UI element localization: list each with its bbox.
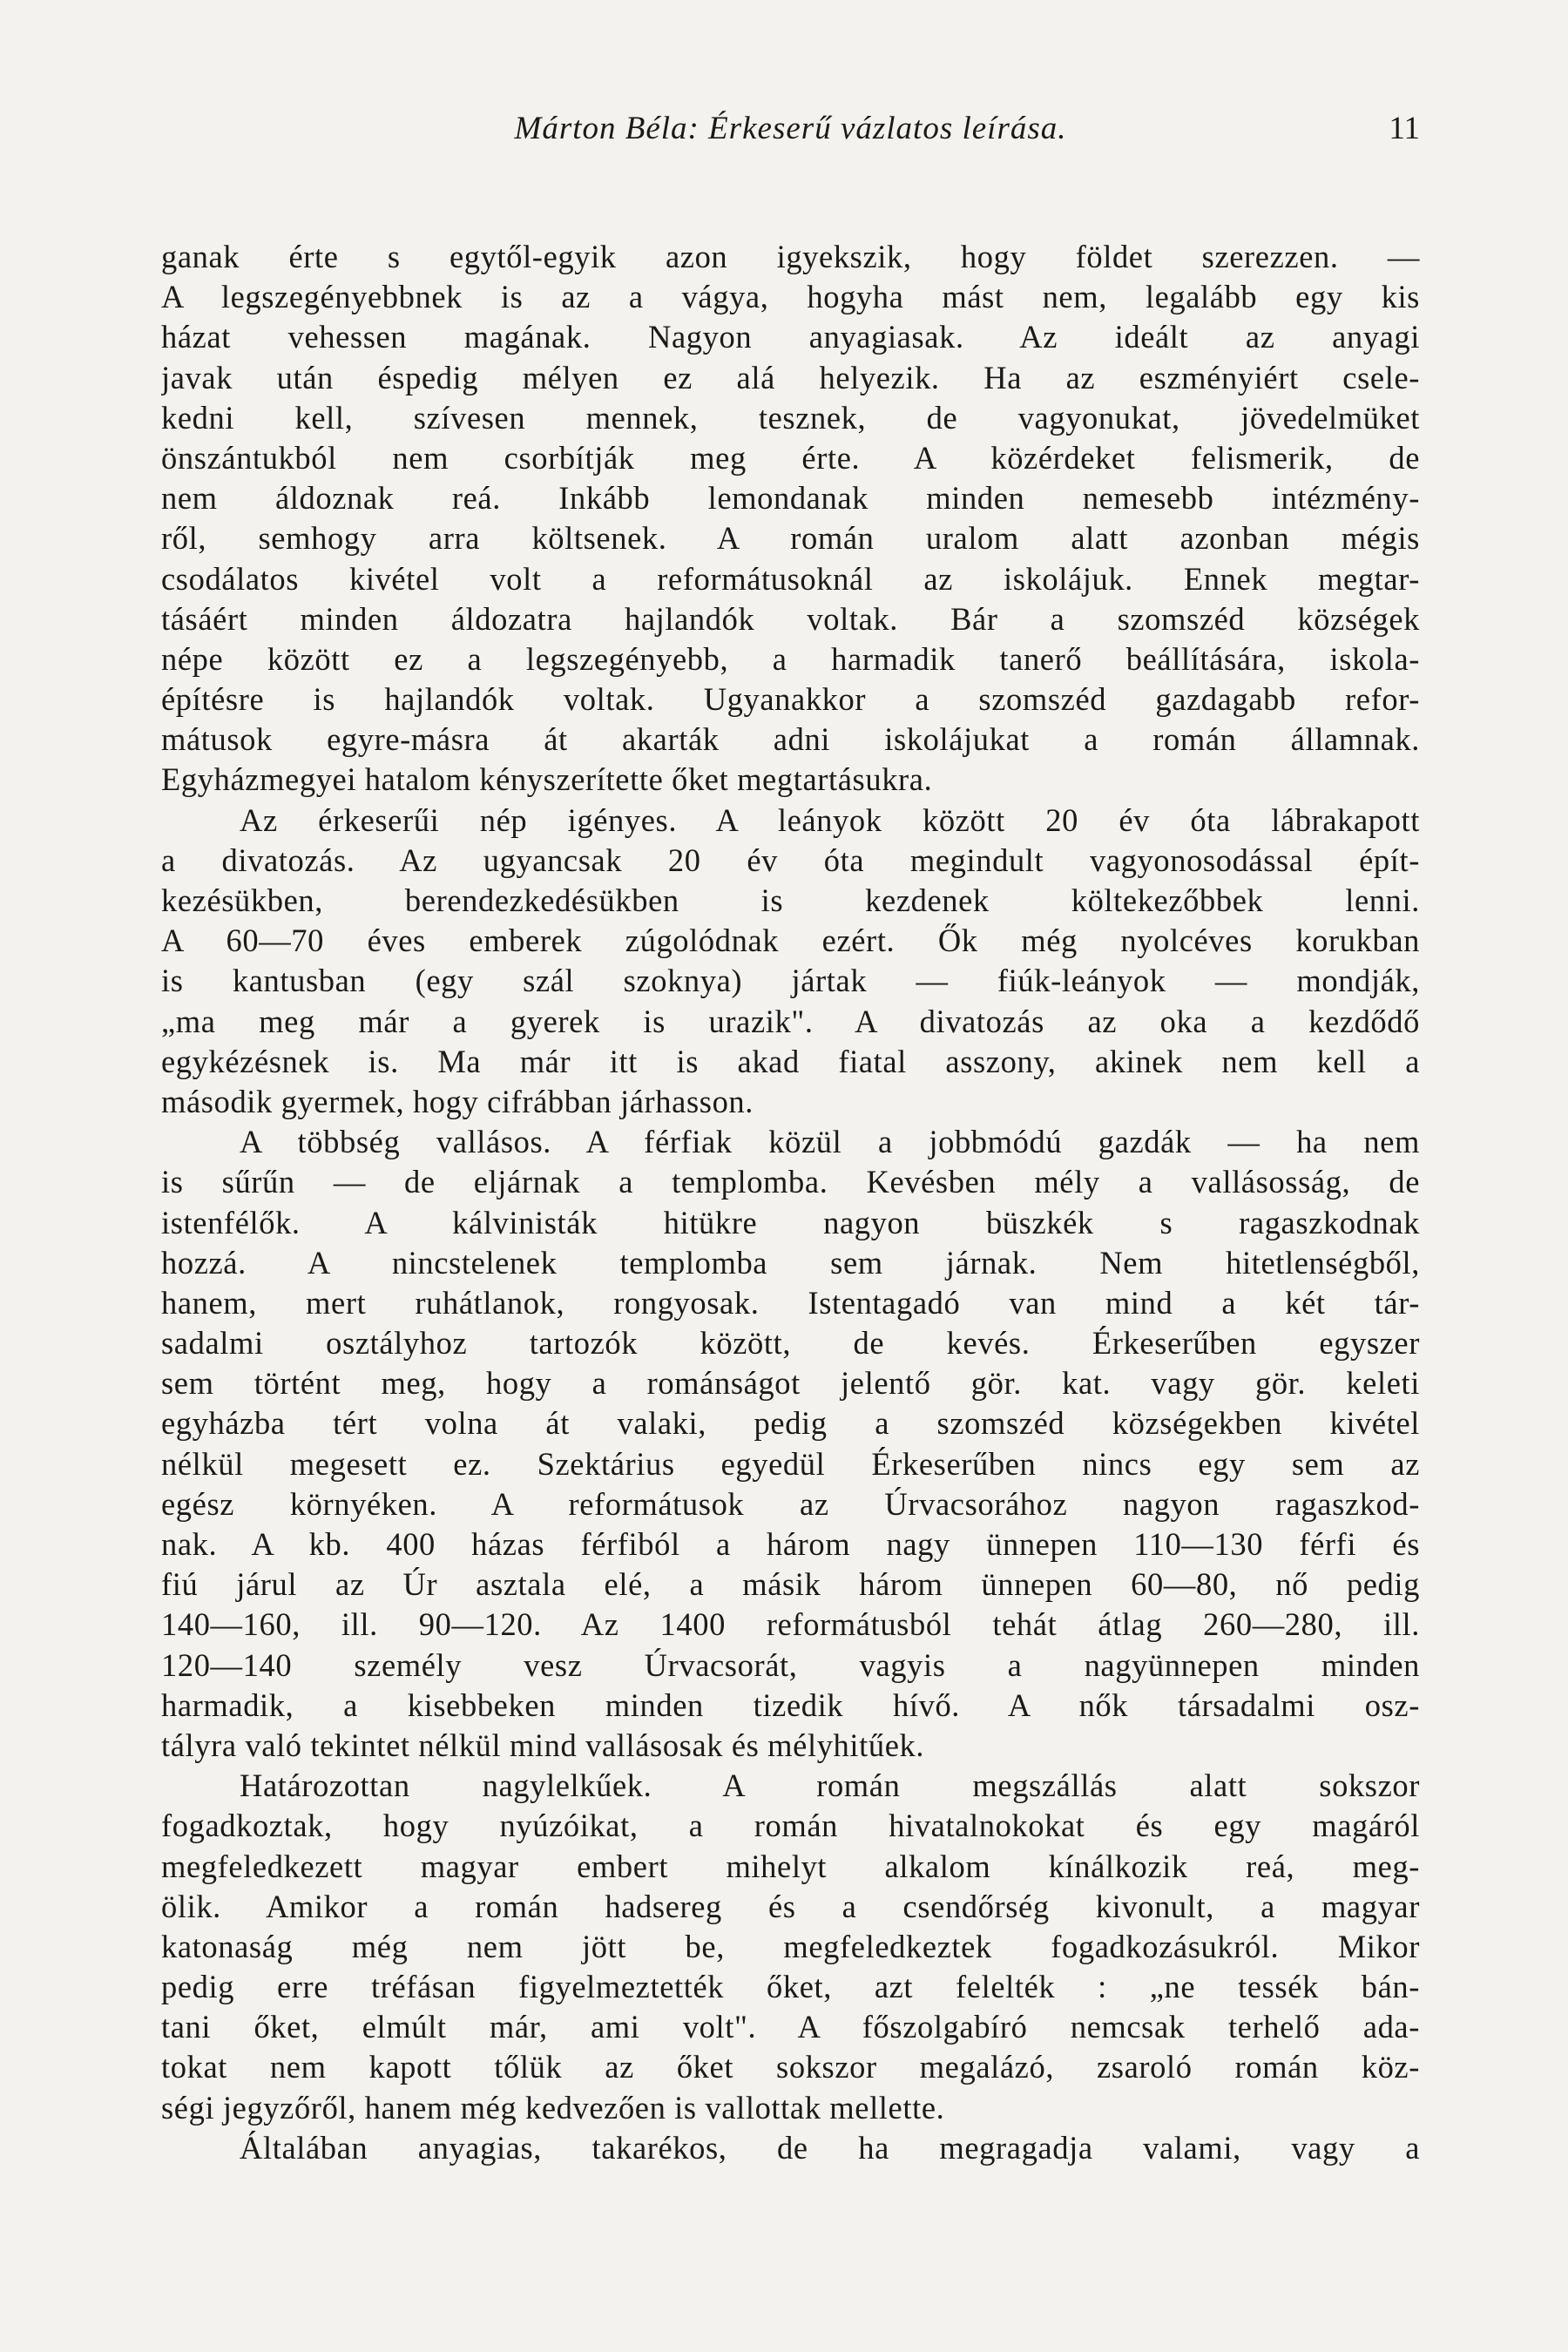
text-line: kedni kell, szívesen mennek, tesznek, de vagyonukat, jövedelmüket bbox=[161, 399, 1420, 436]
text-line: A többség vallásos. A férfiak közül a jobbmódú gazdák — ha nem bbox=[240, 1124, 1420, 1160]
page-header bbox=[161, 103, 1420, 155]
text-line: nem áldoznak reá. Inkább lemondanak minden nemesebb intézmény- bbox=[161, 480, 1420, 517]
text-line: népe között ez a legszegényebb, a harmadik tanerő beállítására, iskola- bbox=[161, 640, 1420, 677]
text-line: tani őket, elmúlt már, ami volt". A főszolgabíró nemcsak terhelő ada- bbox=[161, 2009, 1420, 2045]
text-line: nak. A kb. 400 házas férfiból a három nagy ünnepen 110—130 férfi és bbox=[161, 1526, 1420, 1562]
text-line: Egyházmegyei hatalom kényszerítette őket megtartásukra. bbox=[161, 761, 933, 798]
text-line: A 60—70 éves emberek zúgolódnak ezért. Ők még nyolcéves korukban bbox=[161, 923, 1420, 959]
text-line: 120—140 személy vesz Úrvacsorát, vagyis a nagyünnepen minden bbox=[161, 1646, 1420, 1683]
text-line: mátusok egyre-másra át akarták adni iskolájukat a román államnak. bbox=[161, 721, 1420, 758]
text-line: építésre is hajlandók voltak. Ugyanakkor a szomszéd gazdagabb refor- bbox=[161, 681, 1420, 718]
text-line: második gyermek, hogy cifrábban járhasson. bbox=[161, 1083, 754, 1119]
text-line: harmadik, a kisebbeken minden tizedik hívő. A nők társadalmi osz- bbox=[161, 1686, 1420, 1723]
text-line: hozzá. A nincstelenek templomba sem járnak. Nem hitetlenségből, bbox=[161, 1244, 1420, 1281]
text-line: is sűrűn — de eljárnak a templomba. Kevésben mély a vallásosság, de bbox=[161, 1164, 1420, 1200]
text-line: tályra való tekintet nélkül mind vallásosak és mélyhitűek. bbox=[161, 1727, 925, 1763]
text-line: fiú járul az Úr asztala elé, a másik három ünnepen 60—80, nő pedig bbox=[161, 1566, 1420, 1603]
text-line: katonaság még nem jött be, megfeledkeztek fogadkozásukról. Mikor bbox=[161, 1928, 1420, 1964]
text-line: tásáért minden áldozatra hajlandók voltak. Bár a szomszéd községek bbox=[161, 600, 1420, 637]
text-line: nélkül megesett ez. Szektárius egyedül Érkeserűben nincs egy sem az bbox=[161, 1445, 1420, 1482]
text-line: egész környéken. A reformátusok az Úrvacsorához nagyon ragaszkod- bbox=[161, 1485, 1420, 1522]
text-line: ről, semhogy arra költsenek. A román uralom alatt azonban mégis bbox=[161, 520, 1420, 557]
text-line: 140—160, ill. 90—120. Az 1400 reformátusból tehát átlag 260—280, ill. bbox=[161, 1606, 1420, 1643]
text-line: javak után éspedig mélyen ez alá helyezik. Ha az eszményiért csele- bbox=[161, 359, 1420, 395]
text-line: Általában anyagias, takarékos, de ha megragadja valami, vagy a bbox=[240, 2129, 1420, 2166]
text-line: ganak érte s egytől-egyik azon igyekszik, hogy földet szerezzen. — bbox=[161, 239, 1420, 274]
text-line: A legszegényebbnek is az a vágya, hogyha mást nem, legalább egy kis bbox=[161, 279, 1420, 315]
running-title: Márton Béla: Érkeserű vázlatos leírása. bbox=[514, 111, 1067, 146]
text-line: istenfélők. A kálvinisták hitükre nagyon büszkék s ragaszkodnak bbox=[161, 1204, 1420, 1240]
text-line: tokat nem kapott tőlük az őket sokszor megalázó, zsaroló román köz- bbox=[161, 2049, 1420, 2085]
text-line: Az érkeserűi nép igényes. A leányok között 20 év óta lábrakapott bbox=[240, 801, 1420, 838]
text-line: pedig erre tréfásan figyelmeztették őket, azt felelték : „ne tessék bán- bbox=[161, 1969, 1420, 2005]
text-line: egykézésnek is. Ma már itt is akad fiatal asszony, akinek nem kell a bbox=[161, 1043, 1420, 1079]
text-line: megfeledkezett magyar embert mihelyt alkalom kínálkozik reá, meg- bbox=[161, 1848, 1420, 1884]
text-line: ölik. Amikor a román hadsereg és a csendőrség kivonult, a magyar bbox=[161, 1888, 1420, 1924]
text-line: is kantusban (egy szál szoknya) jártak — fiúk-leányok — mondják, bbox=[161, 963, 1420, 999]
text-line: kezésükben, berendezkedésükben is kezdenek költekezőbbek lenni. bbox=[161, 882, 1420, 918]
text-line: hanem, mert ruhátlanok, rongyosak. Istentagadó van mind a két tár- bbox=[161, 1284, 1420, 1321]
text-line: csodálatos kivétel volt a reformátusoknál az iskolájuk. Ennek megtar- bbox=[161, 560, 1420, 597]
page-number: 11 bbox=[1389, 111, 1420, 146]
text-line: egyházba tért volna át valaki, pedig a szomszéd községekben kivétel bbox=[161, 1405, 1420, 1442]
text-line: sadalmi osztályhoz tartozók között, de kevés. Érkeserűben egyszer bbox=[161, 1325, 1420, 1362]
body-text bbox=[161, 237, 1420, 2168]
text-line: házat vehessen magának. Nagyon anyagiasak. Az ideált az anyagi bbox=[161, 319, 1420, 355]
text-line: sem történt meg, hogy a románságot jelentő gör. kat. vagy gör. keleti bbox=[161, 1365, 1420, 1402]
text-line: ségi jegyzőről, hanem még kedvezően is vallottak mellette. bbox=[161, 2089, 945, 2126]
text-line: a divatozás. Az ugyancsak 20 év óta megindult vagyonosodással épít- bbox=[161, 841, 1420, 878]
text-line: Határozottan nagylelkűek. A román megszállás alatt sokszor bbox=[240, 1767, 1420, 1804]
text-line: fogadkoztak, hogy nyúzóikat, a román hivatalnokokat és egy magáról bbox=[161, 1808, 1420, 1844]
text-line: önszántukból nem csorbítják meg érte. A közérdeket felismerik, de bbox=[161, 439, 1420, 476]
text-line: „ma meg már a gyerek is urazik". A divatozás az oka a kezdődő bbox=[161, 1003, 1420, 1039]
